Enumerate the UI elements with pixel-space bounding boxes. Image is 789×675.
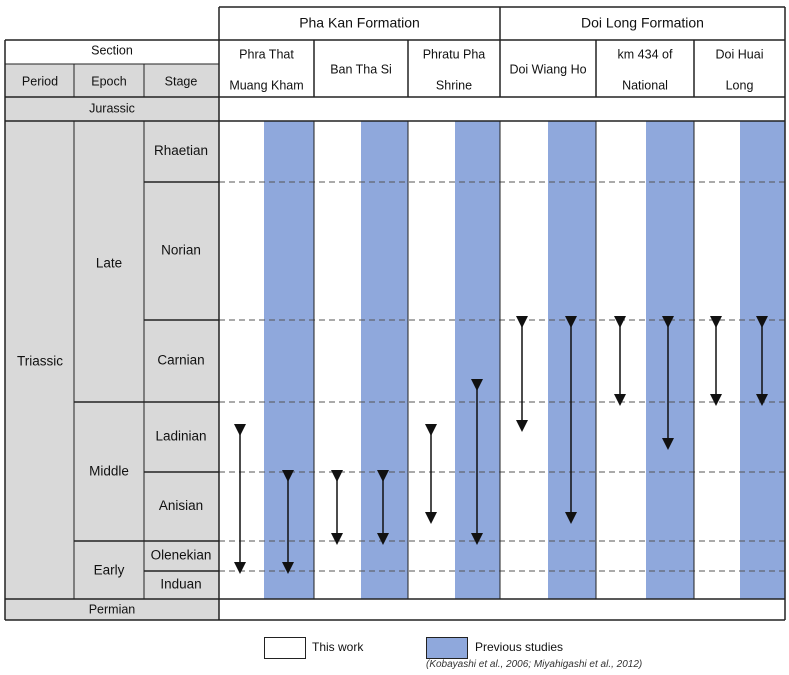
legend-references: (Kobayashi et al., 2006; Miyahigashi et al., 2012) (426, 659, 643, 670)
stage-label: Ladinian (155, 428, 207, 444)
stage-label: Induan (160, 576, 202, 592)
section-name: Phra That (239, 47, 294, 62)
previous-studies-band (548, 121, 596, 599)
formation-name: Doi Long Formation (581, 14, 704, 31)
section-name: Muang Kham (229, 78, 304, 93)
stage-label: Norian (161, 242, 201, 258)
section-name: National (622, 78, 668, 93)
legend-previous-studies-label: Previous studies (475, 640, 564, 654)
previous-studies-band (264, 121, 314, 599)
period-label-permian: Permian (88, 602, 136, 617)
section-name: Long (725, 78, 754, 93)
formation-name: Pha Kan Formation (299, 14, 420, 31)
stage-label: Olenekian (150, 547, 212, 563)
epoch-label: Early (93, 562, 125, 578)
epoch-label: Late (95, 255, 123, 271)
section-name: Doi Wiang Ho (509, 62, 587, 77)
stage-label: Anisian (158, 498, 204, 514)
legend-previous-studies-swatch (426, 637, 468, 659)
header-section-label: Section (91, 43, 133, 58)
period-label-triassic: Triassic (17, 353, 63, 369)
previous-studies-band (646, 121, 694, 599)
previous-studies-band (361, 121, 408, 599)
section-name: Shrine (435, 78, 473, 93)
section-name: km 434 of (617, 47, 673, 62)
epoch-label: Middle (89, 463, 129, 479)
section-name: Doi Huai (715, 47, 764, 62)
section-name: Phratu Pha (422, 47, 486, 62)
period-label-jurassic: Jurassic (89, 101, 135, 116)
header-stage-label: Stage (164, 74, 198, 89)
legend-this-work-swatch (264, 637, 306, 659)
legend-this-work-label: This work (312, 640, 364, 654)
header-epoch-label: Epoch (91, 74, 127, 89)
stage-label: Carnian (157, 352, 205, 368)
section-name: Ban Tha Si (330, 62, 392, 77)
header-period-label: Period (21, 74, 59, 89)
stage-label: Rhaetian (153, 143, 209, 159)
